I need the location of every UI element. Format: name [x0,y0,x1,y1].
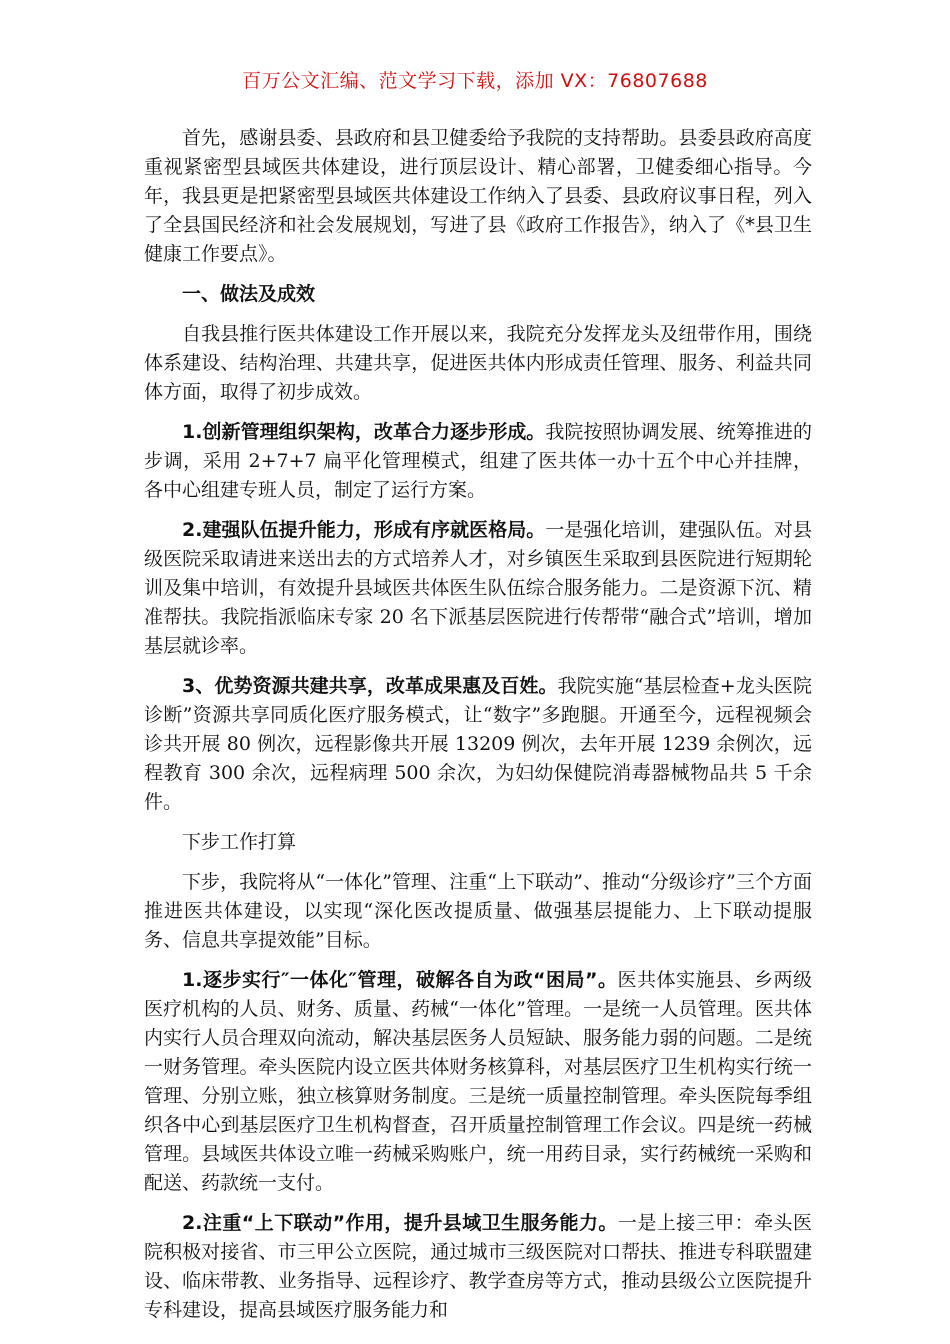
result-item-2 [144,516,812,661]
result-item-2-body: 一是强化培训，建强队伍。对县级医院采取请进来送出去的方式培养人才，对乡镇医生采取到县医院进行短期轮训及集中培训，有效提升县域医共体医生队伍综合服务能力。二是资源下沉、精准帮扶。我院指派临床专家 20 名下派基层医院进行传帮带“融合式”培训，增加基层就诊率。 [144,519,812,657]
result-item-3-lead: 3、优势资源共建共享，改革成果惠及百姓。 [182,675,558,697]
result-item-1 [144,418,812,505]
result-item-1-lead: 1.创新管理组织架构，改革合力逐步形成。 [182,421,546,443]
plan-item-2-lead: 2.注重“上下联动”作用，提升县域卫生服务能力。 [182,1212,618,1234]
result-item-3 [144,672,812,817]
watermark-header: 百万公文汇编、范文学习下载，添加 VX：76807688 [242,70,708,92]
document-body [144,124,812,1336]
result-item-1-body: 我院按照协调发展、统筹推进的步调，采用 2+7+7 扁平化管理模式，组建了医共体一办十五个中心并挂牌，各中心组建专班人员，制定了运行方案。 [144,421,812,501]
plan-item-1 [144,966,812,1198]
plan-item-2-body: 一是上接三甲：牵头医院积极对接省、市三甲公立医院，通过城市三级医院对口帮扶、推进专科联盟建设、临床带教、业务指导、远程诊疗、教学查房等方式，推动县级公立医院提升专科建设，提高县域医疗服务能力和 [144,1212,812,1321]
plan-item-1-lead: 1.逐步实行″一体化″管理，破解各自为政“困局”。 [182,969,618,991]
section-heading-plans: 下步工作打算 [182,831,297,853]
section-heading-results: 一、做法及成效 [182,283,316,305]
result-item-2-lead: 2.建强队伍提升能力，形成有序就医格局。 [182,519,546,541]
plan-item-2 [144,1209,812,1325]
results-intro-paragraph: 自我县推行医共体建设工作开展以来，我院充分发挥龙头及纽带作用，围绕体系建设、结构治理、共建共享，促进医共体内形成责任管理、服务、利益共同体方面，取得了初步成效。 [144,323,812,403]
intro-paragraph: 首先，感谢县委、县政府和县卫健委给予我院的支持帮助。县委县政府高度重视紧密型县域医共体建设，进行顶层设计、精心部署，卫健委细心指导。今年，我县更是把紧密型县域医共体建设工作纳入了县委、县政府议事日程，列入了全县国民经济和社会发展规划，写进了县《政府工作报告》，纳入了《*县卫生健康工作要点》。 [144,127,812,265]
plan-item-1-body: 医共体实施县、乡两级医疗机构的人员、财务、质量、药械“一体化”管理。一是统一人员管理。医共体内实行人员合理双向流动，解决基层医务人员短缺、服务能力弱的问题。二是统一财务管理。牵头医院内设立医共体财务核算科，对基层医疗卫生机构实行统一管理、分别立账，独立核算财务制度。三是统一质量控制管理。牵头医院每季组织各中心到基层医疗卫生机构督查，召开质量控制管理工作会议。四是统一药械管理。县域医共体设立唯一药械采购账户，统一用药目录，实行药械统一采购和配送、药款统一支付。 [144,969,812,1194]
plans-intro-paragraph: 下步，我院将从“一体化”管理、注重“上下联动”、推动“分级诊疗”三个方面推进医共体建设，以实现“深化医改提质量、做强基层提能力、上下联动提服务、信息共享提效能”目标。 [144,871,812,951]
result-item-3-body: 我院实施“基层检查+龙头医院诊断”资源共享同质化医疗服务模式，让“数字”多跑腿。开通至今，远程视频会诊共开展 80 例次，远程影像共开展 13209 例次，去年开展 1239 余例次，远程教育 300 余次，远程病理 500 余次，为妇幼保健院消毒器械物品共 5 千余件。 [144,675,812,813]
